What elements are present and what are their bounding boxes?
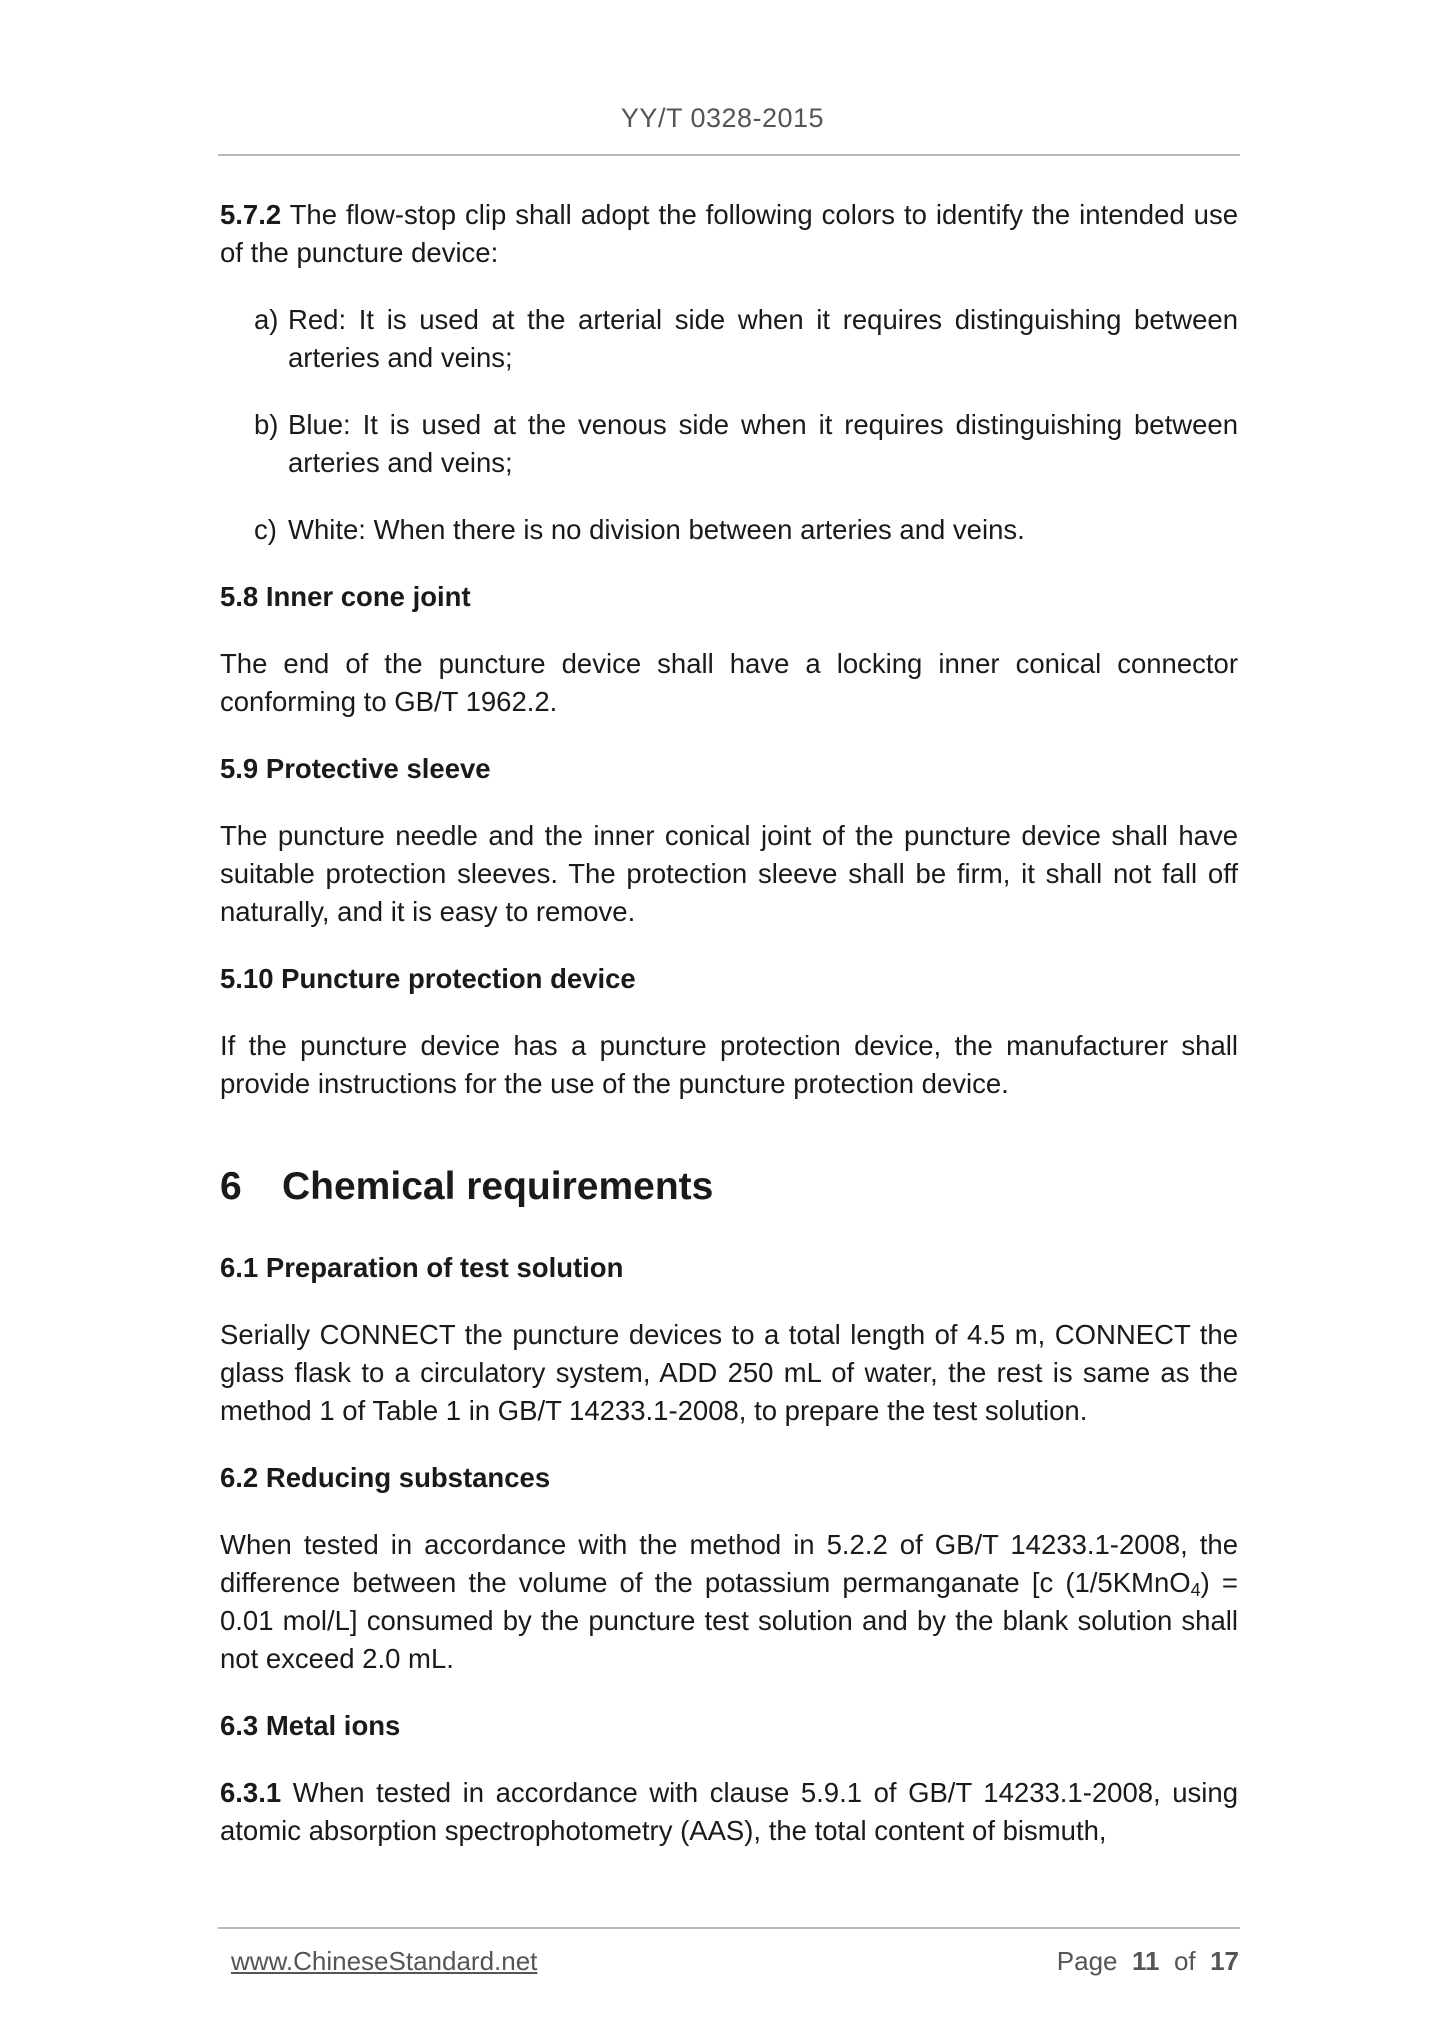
page-indicator xyxy=(1057,1946,1239,1977)
heading-5-10: 5.10 Puncture protection device xyxy=(220,963,636,994)
clause-5-8-text: The end of the puncture device shall have a locking inner conical connector conforming to GB/T 1962.2. xyxy=(220,648,1238,717)
website-link[interactable]: www.ChineseStandard.net xyxy=(231,1946,538,1976)
clause-6-2-text xyxy=(220,1526,1238,1678)
list-item-red xyxy=(220,301,1238,377)
clause-5-9-text: The puncture needle and the inner conical joint of the puncture device shall have suitable protection sleeves. The protection sleeve shall be firm, it shall not fall off naturally, and it is easy to remove. xyxy=(220,820,1238,927)
chapter-number: 6 xyxy=(220,1165,242,1208)
subscript: 4 xyxy=(1190,1580,1201,1600)
list-text: Blue: It is used at the venous side when it requires distinguishing between arteries and veins; xyxy=(288,409,1238,478)
clause-text-part: ) = 0.01 mol/L] consumed by the puncture test solution and by the blank solution shall not exceed 2.0 mL. xyxy=(220,1567,1238,1674)
document-code: YY/T 0328-2015 xyxy=(620,103,825,133)
list-marker: b) xyxy=(254,409,279,440)
heading-6-1: 6.1 Preparation of test solution xyxy=(220,1252,624,1283)
clause-5-7-2 xyxy=(220,196,1238,272)
list-text: Red: It is used at the arterial side when it requires distinguishing between arteries and veins; xyxy=(288,304,1238,373)
heading-5-9: 5.9 Protective sleeve xyxy=(220,753,491,784)
clause-number: 5.7.2 xyxy=(220,199,282,230)
clause-number: 6.3.1 xyxy=(220,1777,282,1808)
page-number: 11 xyxy=(1131,1946,1160,1976)
heading-5-8: 5.8 Inner cone joint xyxy=(220,581,471,612)
list-marker: a) xyxy=(254,304,279,335)
clause-text: When tested in accordance with clause 5.9.1 of GB/T 14233.1-2008, using atomic absorption spectrophotometry (AAS), the total content of bismuth, xyxy=(220,1777,1238,1846)
clause-text: The flow-stop clip shall adopt the following colors to identify the intended use of the puncture device: xyxy=(220,199,1238,268)
page-of-label: of xyxy=(1173,1946,1196,1976)
chapter-6-heading xyxy=(220,1163,1238,1211)
list-item-white xyxy=(220,511,1238,549)
heading-6-2: 6.2 Reducing substances xyxy=(220,1462,551,1493)
header-divider xyxy=(218,154,1240,156)
clause-text-part: When tested in accordance with the method in 5.2.2 of GB/T 14233.1-2008, the difference between the volume of the potassium permanganate [c (1/5KMnO xyxy=(220,1529,1238,1598)
list-text: White: When there is no division between arteries and veins. xyxy=(288,514,1025,545)
clause-6-1-text: Serially CONNECT the puncture devices to a total length of 4.5 m, CONNECT the glass flask to a circulatory system, ADD 250 mL of water, the rest is same as the method 1 of Table 1 in GB/T 14233.1-2008, to prepare the test solution. xyxy=(220,1319,1238,1426)
page-total: 17 xyxy=(1210,1946,1239,1976)
page-label: Page xyxy=(1056,1946,1118,1976)
list-marker: c) xyxy=(254,514,277,545)
clause-5-10-text: If the puncture device has a puncture protection device, the manufacturer shall provide instructions for the use of the puncture protection device. xyxy=(220,1030,1238,1099)
document-body xyxy=(220,196,1238,1879)
clause-6-3-1 xyxy=(220,1774,1238,1850)
list-item-blue xyxy=(220,406,1238,482)
footer-divider xyxy=(218,1927,1240,1929)
heading-6-3: 6.3 Metal ions xyxy=(220,1710,401,1741)
chapter-title: Chemical requirements xyxy=(282,1165,714,1208)
